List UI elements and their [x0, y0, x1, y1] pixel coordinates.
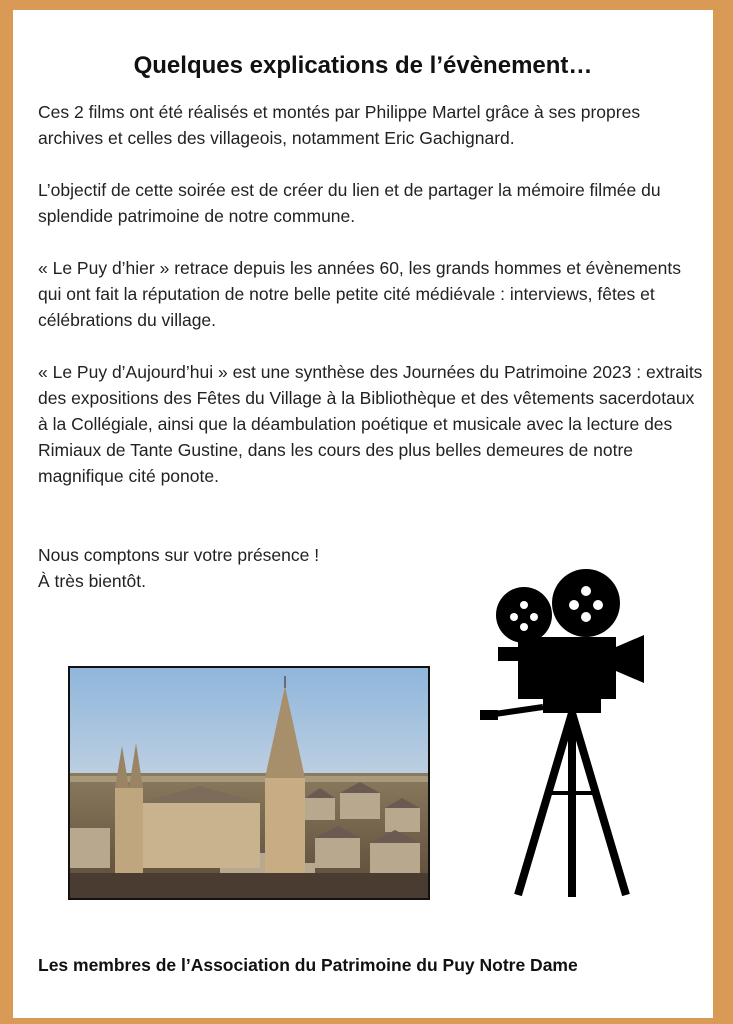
- paragraph-puy-aujourdhui: « Le Puy d’Aujourd’hui » est une synthèse des Journées du Patrimoine 2023 : extraits des expositions des Fêtes du Village à la Bibliothèque et des vêtements sacerdotaux à la Collégiale, ainsi que la déambulation poétique et musicale avec la lecture des Rimiaux de Tante Gustine, dans les cours des plus belles demeures de notre magnifique cité ponote.: [38, 362, 703, 486]
- paragraph-objective: L’objectif de cette soirée est de créer du lien et de partager la mémoire filmée du splendide patrimoine de notre commune.: [38, 180, 661, 226]
- paragraph-closing: À très bientôt.: [38, 571, 146, 591]
- paragraph-films: Ces 2 films ont été réalisés et montés par Philippe Martel grâce à ses propres archives et celles des villageois, notamment Eric Gachignard.: [38, 102, 641, 148]
- footer-signature: Les membres de l’Association du Patrimoine du Puy Notre Dame: [38, 955, 578, 975]
- church-photo: [68, 666, 430, 900]
- flyer-page: [13, 10, 713, 1018]
- film-camera-icon: [468, 565, 648, 900]
- paragraph-puy-hier: « Le Puy d’hier » retrace depuis les années 60, les grands hommes et évènements qui ont fait la réputation de notre belle petite cité médiévale : interviews, fêtes et célébrations du village.: [38, 258, 682, 330]
- paragraph-presence: Nous comptons sur votre présence !: [38, 545, 320, 565]
- page-title: Quelques explications de l’évènement…: [133, 52, 593, 79]
